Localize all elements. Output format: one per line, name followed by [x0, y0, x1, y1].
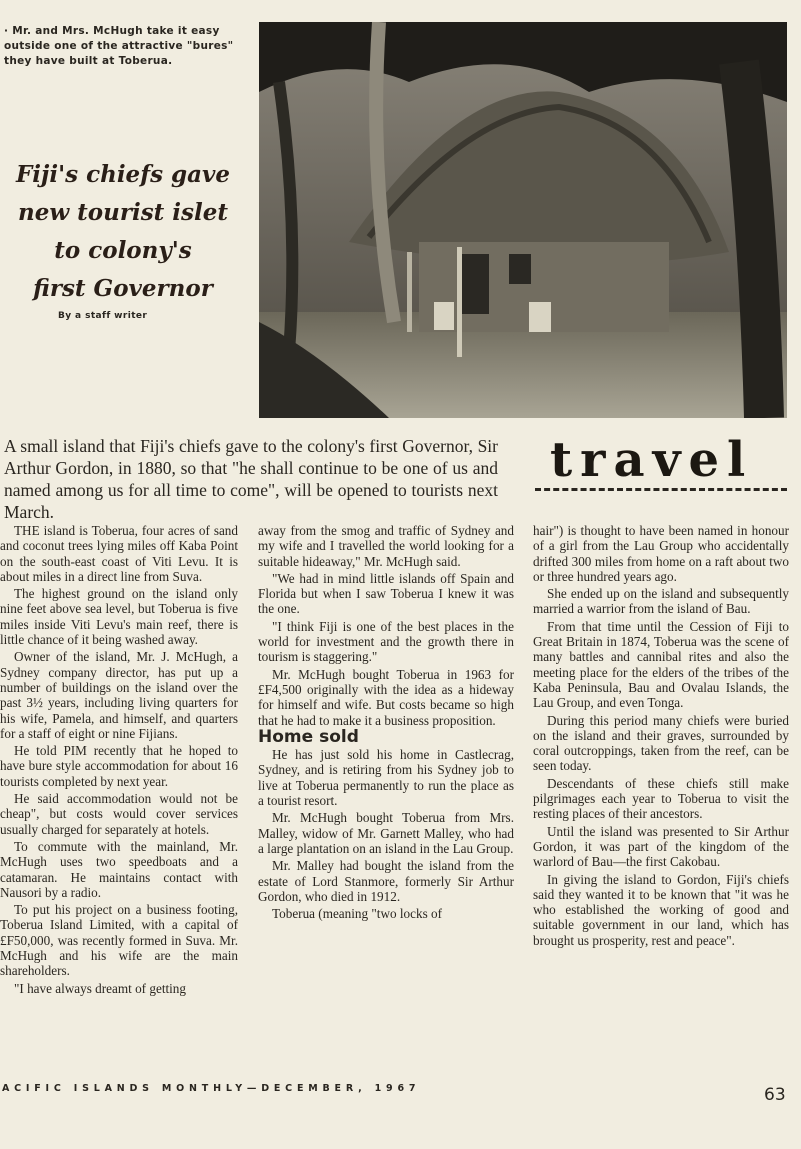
paragraph: To put his project on a business footing, Toberua Island Limited, with a capital of £F50,000, was recently formed in Suva. Mr. McHugh and his wife are the main shareholders.: [0, 902, 238, 979]
bure-photograph: [259, 22, 787, 418]
paragraph: hair") is thought to have been named in honour of a girl from the Lau Group who accidentally drifted 300 miles from home on a raft about two or three hundred years ago.: [533, 523, 789, 584]
headline-line: new tourist islet: [18, 199, 228, 226]
intro-text: A small island that Fiji's chiefs gave to the colony's first Governor, Sir Arthur Gordon, in 1880, so that "he shall continue to be one of us and named among us for all time to come", will be opened to tourists next March.: [4, 436, 498, 522]
hut-and-palms-image: [259, 22, 787, 418]
headline-line: to colony's: [54, 237, 192, 264]
paragraph: "I have always dreamt of getting: [14, 980, 186, 996]
paragraph: away from the smog and traffic of Sydney and my wife and I travelled the world looking for a suitable hideaway," Mr. McHugh said.: [258, 523, 514, 569]
article-headline: [0, 156, 246, 308]
subheading: Home sold: [258, 726, 359, 747]
paragraph: "We had in mind little islands off Spain and Florida but when I saw Toberua I knew it was the one.: [258, 570, 514, 617]
paragraph: He has just sold his home in Castlecrag, Sydney, and is retiring from his Sydney job to live at Toberua permanently to run the place as a tourist resort.: [258, 747, 514, 809]
section-rule: [535, 488, 787, 491]
paragraph: Descendants of these chiefs still make pilgrimages each year to Toberua to visit the resting places of their ancestors.: [533, 775, 789, 822]
paragraph: Mr. McHugh bought Toberua in 1963 for £F4,500 originally with the idea as a hideway for himself and wife. But costs became so high that he had to make it a business proposition.: [258, 666, 514, 728]
paragraph: Until the island was presented to Sir Arthur Gordon, it was part of the kingdom of the warlord of Bau—the first Cakobau.: [533, 823, 789, 870]
paragraph: She ended up on the island and subsequently married a warrior from the island of Bau.: [533, 586, 789, 617]
paragraph: He said accommodation would not be cheap", but costs would cover services usually charged for separately at hotels.: [0, 791, 238, 837]
paragraph: Mr. McHugh bought Toberua from Mrs. Malley, widow of Mr. Garnett Malley, who had a large plantation on an island in the Lau Group.: [258, 810, 514, 856]
paragraph: To commute with the mainland, Mr. McHugh uses two speedboats and a catamaran. He maintains contact with Nausori by a radio.: [0, 838, 238, 900]
intro-paragraph: [4, 435, 498, 523]
photo-caption: · Mr. and Mrs. McHugh take it easy outside one of the attractive "bures" they have built at Toberua.: [4, 25, 234, 67]
paragraph: Owner of the island, Mr. J. McHugh, a Sydney company director, has put up a number of buildings on the island over the past 3½ years, including living quarters for his wife, Pamela, and himself, and quarters for a staff of eight or nine Fijians.: [0, 649, 238, 741]
page-footer: ACIFIC ISLANDS MONTHLY—DECEMBER, 1967: [2, 1083, 421, 1094]
column-2: [258, 523, 514, 1063]
paragraph: He told PIM recently that he hoped to have bure style accommodation for about 16 tourists completed by next year.: [0, 743, 238, 789]
column-3: [533, 523, 789, 1063]
paragraph: Mr. Malley had bought the island from the estate of Lord Stanmore, formerly Sir Arthur Gordon, who died in 1912.: [258, 858, 514, 904]
section-label: travel: [550, 432, 754, 488]
paragraph: Toberua (meaning "two locks of: [272, 906, 442, 922]
paragraph: In giving the island to Gordon, Fiji's chiefs said they wanted it to be known that "it was he who established the working of good and suitable government in our land, which has brought us prosperity, rest and peace".: [533, 871, 789, 948]
headline-line: first Governor: [33, 275, 213, 302]
page-number: 63: [764, 1085, 786, 1105]
paragraph: "I think Fiji is one of the best places in the world for investment and the growth there in tourism is staggering.": [258, 618, 514, 665]
paragraph: From that time until the Cession of Fiji to Great Britain in 1874, Toberua was the scene of many battles and cannibal rites and also the meeting place for the elders of the tribes of the Kaba Peninsula, Bau and Ovalau Islands, the Lau Group, and even Tonga.: [533, 618, 789, 711]
byline: By a staff writer: [58, 311, 148, 321]
headline-line: Fiji's chiefs gave: [15, 161, 231, 188]
paragraph: The highest ground on the island only nine feet above sea level, but Toberua is five miles inside Viti Levu's main reef, there is little chance of it being washed away.: [0, 586, 238, 648]
paragraph: During this period many chiefs were buried on the island and their graves, surrounded by coral outcroppings, taken from the reef, can be seen today.: [533, 712, 789, 774]
paragraph: THE island is Toberua, four acres of sand and coconut trees lying miles off Kaba Point on the south-east coast of Viti Levu. It is about miles in a direct line from Suva.: [0, 523, 238, 584]
column-1: [0, 523, 238, 1063]
